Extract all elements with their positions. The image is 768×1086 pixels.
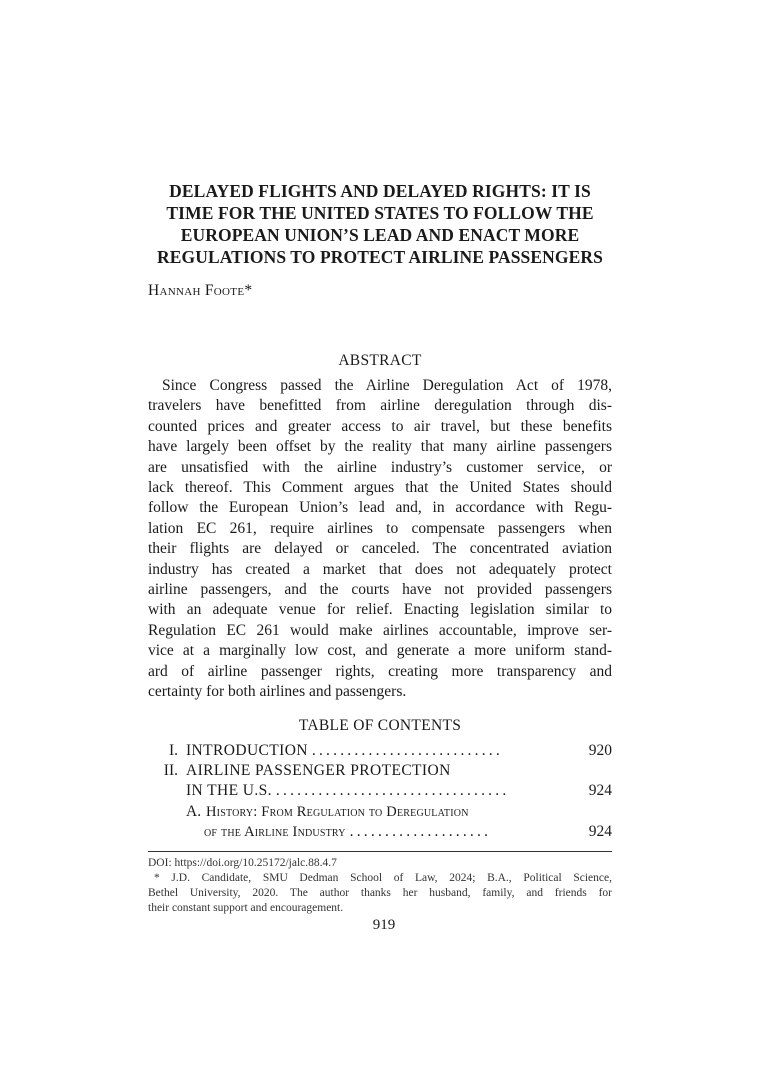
abstract-line: Regulation EC 261 would make airlines accountable, improve ser- xyxy=(148,621,612,639)
abstract-line: Since Congress passed the Airline Deregulation Act of 1978, xyxy=(162,377,612,394)
toc-entry-airline-passenger-protection[interactable] xyxy=(148,761,612,781)
abstract-line: their flights are delayed or canceled. The concentrated aviation xyxy=(148,540,612,558)
toc-leader-dots: ................................. xyxy=(275,782,510,800)
abstract-line: lation EC 261, require airlines to compensate passengers when xyxy=(148,519,612,537)
doi-link[interactable]: DOI: https://doi.org/10.25172/jalc.88.4.7 xyxy=(148,856,337,869)
title-line: DELAYED FLIGHTS AND DELAYED RIGHTS: IT IS xyxy=(169,181,591,201)
toc-entry-title: INTRODUCTION xyxy=(186,741,308,759)
toc-entry-introduction[interactable] xyxy=(148,741,612,761)
abstract-line: ard of airline passenger rights, creating more transparency and xyxy=(148,662,612,680)
abstract-line: are unsatisfied with the airline industry’s customer service, or xyxy=(148,458,612,476)
toc-entry-page: 924 xyxy=(588,782,612,800)
footnotes xyxy=(148,856,612,916)
toc-entry-number: II. xyxy=(163,761,178,779)
toc-entry-title-cont: IN THE U.S. xyxy=(186,782,272,800)
toc-leader-dots: .................... xyxy=(349,823,492,841)
toc-entry-continuation[interactable] xyxy=(148,781,612,801)
abstract-line: industry has created a market that does not adequately protect xyxy=(148,560,612,578)
toc-entry-page: 924 xyxy=(588,823,612,841)
toc-leader-dots: ........................... xyxy=(311,741,503,759)
abstract-heading: ABSTRACT xyxy=(338,352,422,369)
abstract-line: travelers have benefitted from airline deregulation through dis- xyxy=(148,397,612,415)
abstract-line: follow the European Union’s lead and, in accordance with Regu- xyxy=(148,499,612,517)
author-footnote-line: Bethel University, 2020. The author thanks her husband, family, and friends for xyxy=(148,886,612,899)
abstract-line: vice at a marginally low cost, and generate a more uniform stand- xyxy=(148,642,612,660)
title-line: TIME FOR THE UNITED STATES TO FOLLOW THE xyxy=(166,203,594,223)
abstract-line: have largely been offset by the reality that many airline passengers xyxy=(148,438,612,456)
abstract-line: lack thereof. This Comment argues that the United States should xyxy=(148,479,612,497)
footnote-divider xyxy=(148,851,612,852)
toc-entry-title: AIRLINE PASSENGER PROTECTION xyxy=(186,761,451,779)
table-of-contents xyxy=(148,741,612,843)
toc-entry-history[interactable] xyxy=(148,802,612,822)
article-title xyxy=(148,180,612,268)
toc-entry-title: History: From Regulation to Deregulation xyxy=(206,803,469,820)
author-footnote-line: * J.D. Candidate, SMU Dedman School of Law, 2024; B.A., Political Science, xyxy=(154,871,612,884)
title-line: EUROPEAN UNION’S LEAD AND ENACT MORE xyxy=(180,225,580,245)
toc-entry-title-cont: of the Airline Industry xyxy=(204,824,346,841)
article-page xyxy=(148,180,612,916)
abstract-line: with an adequate venue for relief. Enacting legislation similar to xyxy=(148,601,612,619)
abstract-line: airline passengers, and the courts have not provided passengers xyxy=(148,581,612,599)
abstract-body xyxy=(148,376,612,703)
toc-entry-letter: A. xyxy=(186,802,202,820)
author-name: Hannah Foote* xyxy=(148,282,253,299)
page-number: 919 xyxy=(372,917,396,933)
toc-entry-continuation[interactable] xyxy=(148,822,612,842)
toc-entry-number: I. xyxy=(168,741,178,759)
abstract-line: certainty for both airlines and passengers. xyxy=(148,683,407,701)
title-line: REGULATIONS TO PROTECT AIRLINE PASSENGERS xyxy=(157,247,603,267)
toc-entry-page: 920 xyxy=(588,741,612,759)
author-footnote-line: their constant support and encouragement. xyxy=(148,901,344,914)
abstract-line: counted prices and greater access to air travel, but these benefits xyxy=(148,417,612,435)
toc-heading: TABLE OF CONTENTS xyxy=(298,716,462,734)
